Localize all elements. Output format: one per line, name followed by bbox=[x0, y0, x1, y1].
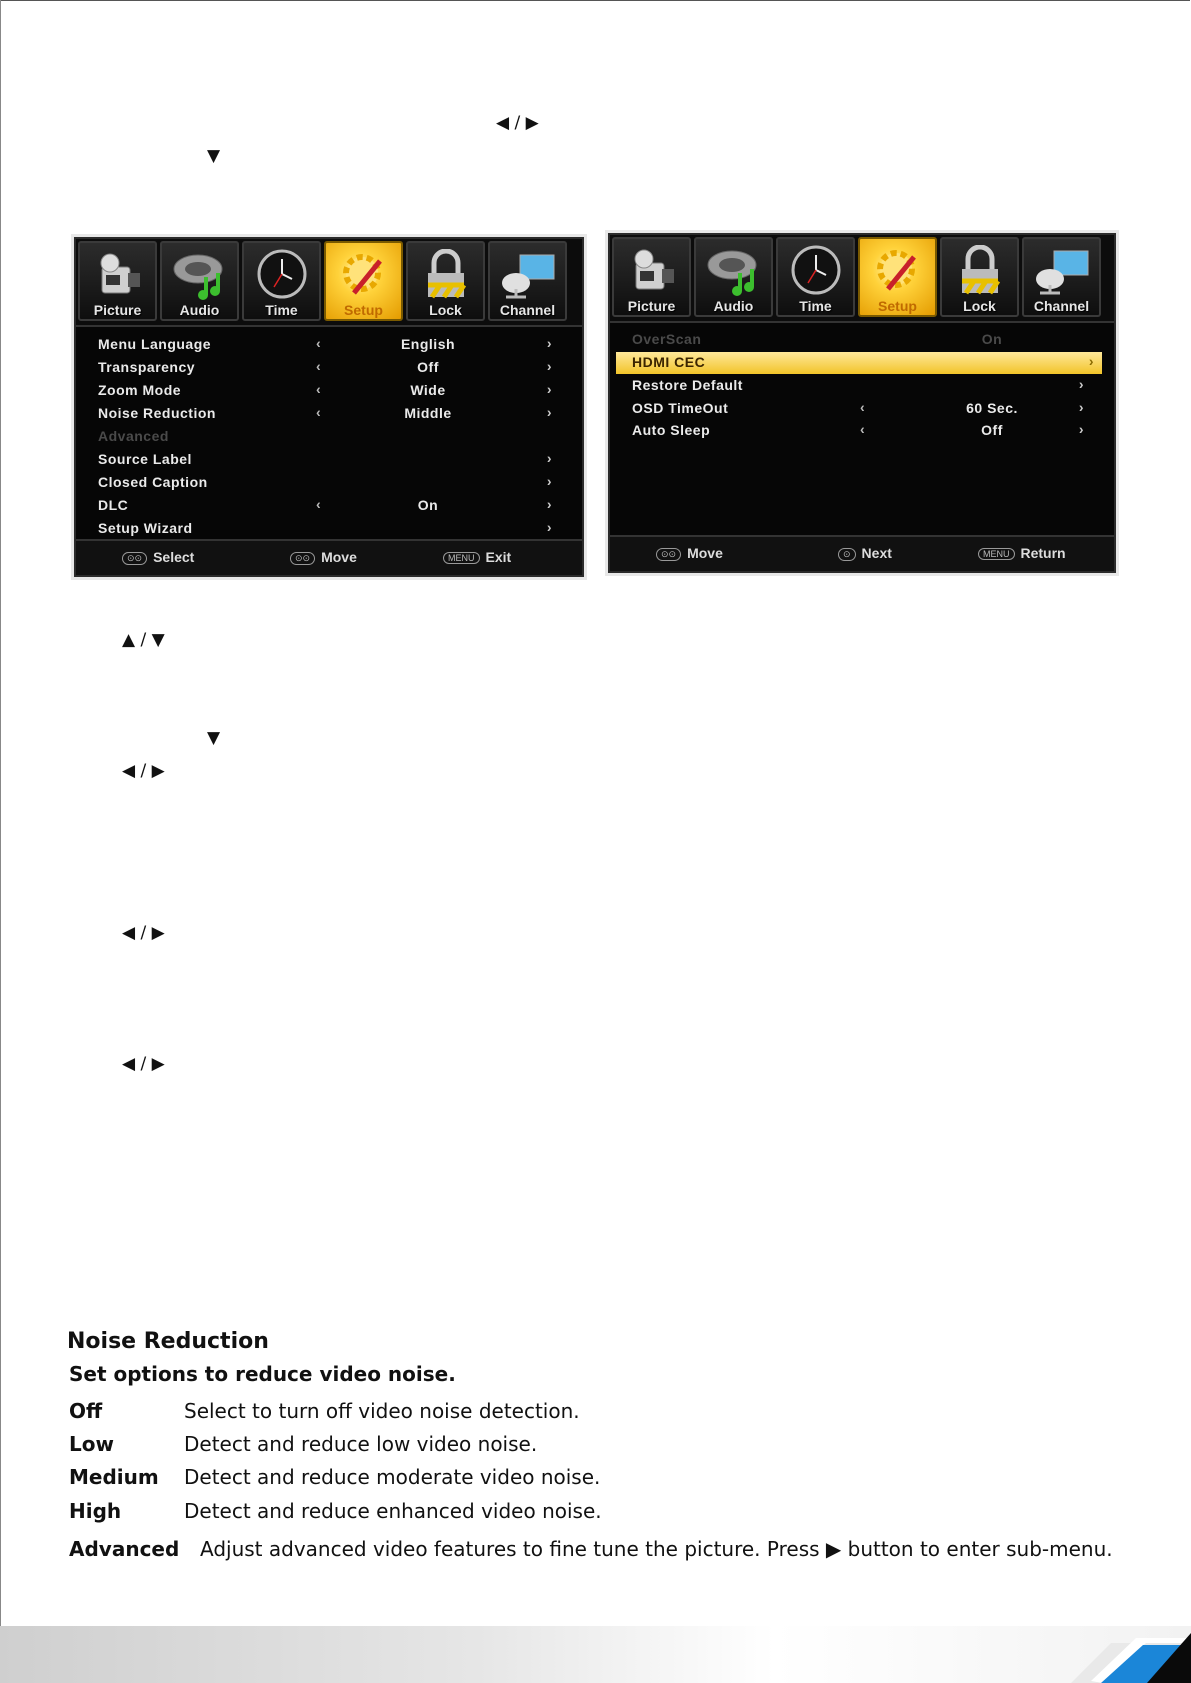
menu-row-noise-reduction[interactable]: Noise Reduction ‹ Middle › bbox=[98, 404, 552, 421]
tab-lock[interactable]: Lock bbox=[406, 241, 485, 321]
down-arrow-icon: ▼ bbox=[207, 146, 221, 166]
left-chevron-icon[interactable]: ‹ bbox=[316, 335, 322, 351]
down-arrow-icon: ▼ bbox=[207, 728, 221, 748]
tab-setup[interactable]: Setup bbox=[858, 237, 937, 317]
gear-wrench-icon bbox=[334, 249, 394, 301]
menu-row-zoom-mode[interactable]: Zoom Mode ‹ Wide › bbox=[98, 381, 552, 398]
right-chevron-icon[interactable]: › bbox=[1078, 376, 1084, 392]
right-chevron-icon[interactable]: › bbox=[1078, 399, 1084, 415]
right-chevron-icon[interactable]: › bbox=[546, 450, 552, 466]
page-top-border bbox=[0, 0, 1190, 1]
right-chevron-icon[interactable]: › bbox=[546, 473, 552, 489]
up-down-arrow-icon: ▲ / ▼ bbox=[122, 630, 165, 650]
menu-row-osd-timeout[interactable]: OSD TimeOut ‹ 60 Sec. › bbox=[632, 399, 1084, 416]
right-chevron-icon[interactable]: › bbox=[546, 519, 552, 535]
footer-exit[interactable]: MENU Exit bbox=[443, 549, 511, 565]
up-down-button-icon: ⊙⊙ bbox=[122, 552, 147, 565]
speaker-music-icon bbox=[170, 249, 230, 301]
menu-row-advanced: Advanced bbox=[98, 428, 169, 444]
corner-decoration bbox=[951, 1593, 1191, 1683]
menu-row-restore-default[interactable]: Restore Default › bbox=[632, 376, 1084, 393]
section-subtitle: Set options to reduce video noise. bbox=[69, 1362, 456, 1386]
left-chevron-icon[interactable]: ‹ bbox=[316, 358, 322, 374]
menu-footer bbox=[76, 539, 582, 575]
left-right-arrow-icon: ◀ / ▶ bbox=[122, 923, 165, 943]
menu-footer bbox=[610, 535, 1114, 571]
camera-icon bbox=[622, 245, 682, 297]
dish-monitor-icon bbox=[498, 249, 558, 301]
right-chevron-icon[interactable]: › bbox=[546, 381, 552, 397]
menu-list bbox=[76, 325, 582, 539]
menu-row-menu-language[interactable]: Menu Language ‹ English › bbox=[98, 335, 552, 352]
menu-tab-bar bbox=[610, 235, 1114, 321]
right-chevron-icon[interactable]: › bbox=[1088, 353, 1094, 369]
left-chevron-icon[interactable]: ‹ bbox=[316, 496, 322, 512]
footer-move: ⊙⊙ Move bbox=[290, 549, 357, 565]
right-chevron-icon[interactable]: › bbox=[546, 335, 552, 351]
dish-monitor-icon bbox=[1032, 245, 1092, 297]
tab-picture[interactable]: Picture bbox=[78, 241, 157, 321]
up-down-button-icon: ⊙⊙ bbox=[656, 548, 681, 561]
menu-row-setup-wizard[interactable]: Setup Wizard › bbox=[98, 519, 552, 536]
menu-row-auto-sleep[interactable]: Auto Sleep ‹ Off › bbox=[632, 421, 1084, 438]
menu-row-source-label[interactable]: Source Label › bbox=[98, 450, 552, 467]
padlock-icon bbox=[416, 249, 476, 301]
menu-row-hdmi-cec[interactable]: HDMI CEC › bbox=[616, 352, 1102, 374]
left-right-arrow-icon: ◀ / ▶ bbox=[122, 761, 165, 781]
tab-setup[interactable]: Setup bbox=[324, 241, 403, 321]
menu-list bbox=[610, 321, 1114, 535]
setup-menu-screen bbox=[74, 237, 584, 577]
left-chevron-icon[interactable]: ‹ bbox=[860, 421, 866, 437]
left-right-arrow-icon: ◀ / ▶ bbox=[496, 113, 539, 133]
right-chevron-icon[interactable]: › bbox=[546, 496, 552, 512]
tab-time[interactable]: Time bbox=[776, 237, 855, 317]
menu-row-closed-caption[interactable]: Closed Caption › bbox=[98, 473, 552, 490]
gear-wrench-icon bbox=[868, 245, 928, 297]
menu-button-icon: MENU bbox=[443, 552, 480, 564]
menu-row-overscan: OverScan On bbox=[632, 331, 1003, 347]
footer-select: ⊙⊙ Select bbox=[122, 549, 194, 565]
left-chevron-icon[interactable]: ‹ bbox=[316, 404, 322, 420]
padlock-icon bbox=[950, 245, 1010, 297]
clock-icon bbox=[786, 245, 846, 297]
page-left-border bbox=[0, 0, 1, 1683]
tab-picture[interactable]: Picture bbox=[612, 237, 691, 317]
right-chevron-icon[interactable]: › bbox=[546, 358, 552, 374]
footer-next[interactable]: ⊙ Next bbox=[838, 545, 892, 561]
right-chevron-icon[interactable]: › bbox=[546, 404, 552, 420]
menu-row-dlc[interactable]: DLC ‹ On › bbox=[98, 496, 552, 513]
left-right-arrow-icon: ◀ / ▶ bbox=[122, 1054, 165, 1074]
left-right-button-icon: ⊙⊙ bbox=[290, 552, 315, 565]
tab-time[interactable]: Time bbox=[242, 241, 321, 321]
setup-submenu-screen bbox=[608, 233, 1116, 573]
tab-audio[interactable]: Audio bbox=[160, 241, 239, 321]
speaker-music-icon bbox=[704, 245, 764, 297]
footer-return[interactable]: MENU Return bbox=[978, 545, 1066, 561]
menu-tab-bar bbox=[76, 239, 582, 325]
camera-icon bbox=[88, 249, 148, 301]
tab-channel[interactable]: Channel bbox=[1022, 237, 1101, 317]
footer-move: ⊙⊙ Move bbox=[656, 545, 723, 561]
tab-audio[interactable]: Audio bbox=[694, 237, 773, 317]
tab-channel[interactable]: Channel bbox=[488, 241, 567, 321]
menu-row-transparency[interactable]: Transparency ‹ Off › bbox=[98, 358, 552, 375]
menu-button-icon: MENU bbox=[978, 548, 1015, 560]
tab-lock[interactable]: Lock bbox=[940, 237, 1019, 317]
right-chevron-icon[interactable]: › bbox=[1078, 421, 1084, 437]
left-chevron-icon[interactable]: ‹ bbox=[316, 381, 322, 397]
clock-icon bbox=[252, 249, 312, 301]
right-button-icon: ⊙ bbox=[838, 548, 856, 561]
left-chevron-icon[interactable]: ‹ bbox=[860, 399, 866, 415]
section-title: Noise Reduction bbox=[67, 1329, 269, 1354]
